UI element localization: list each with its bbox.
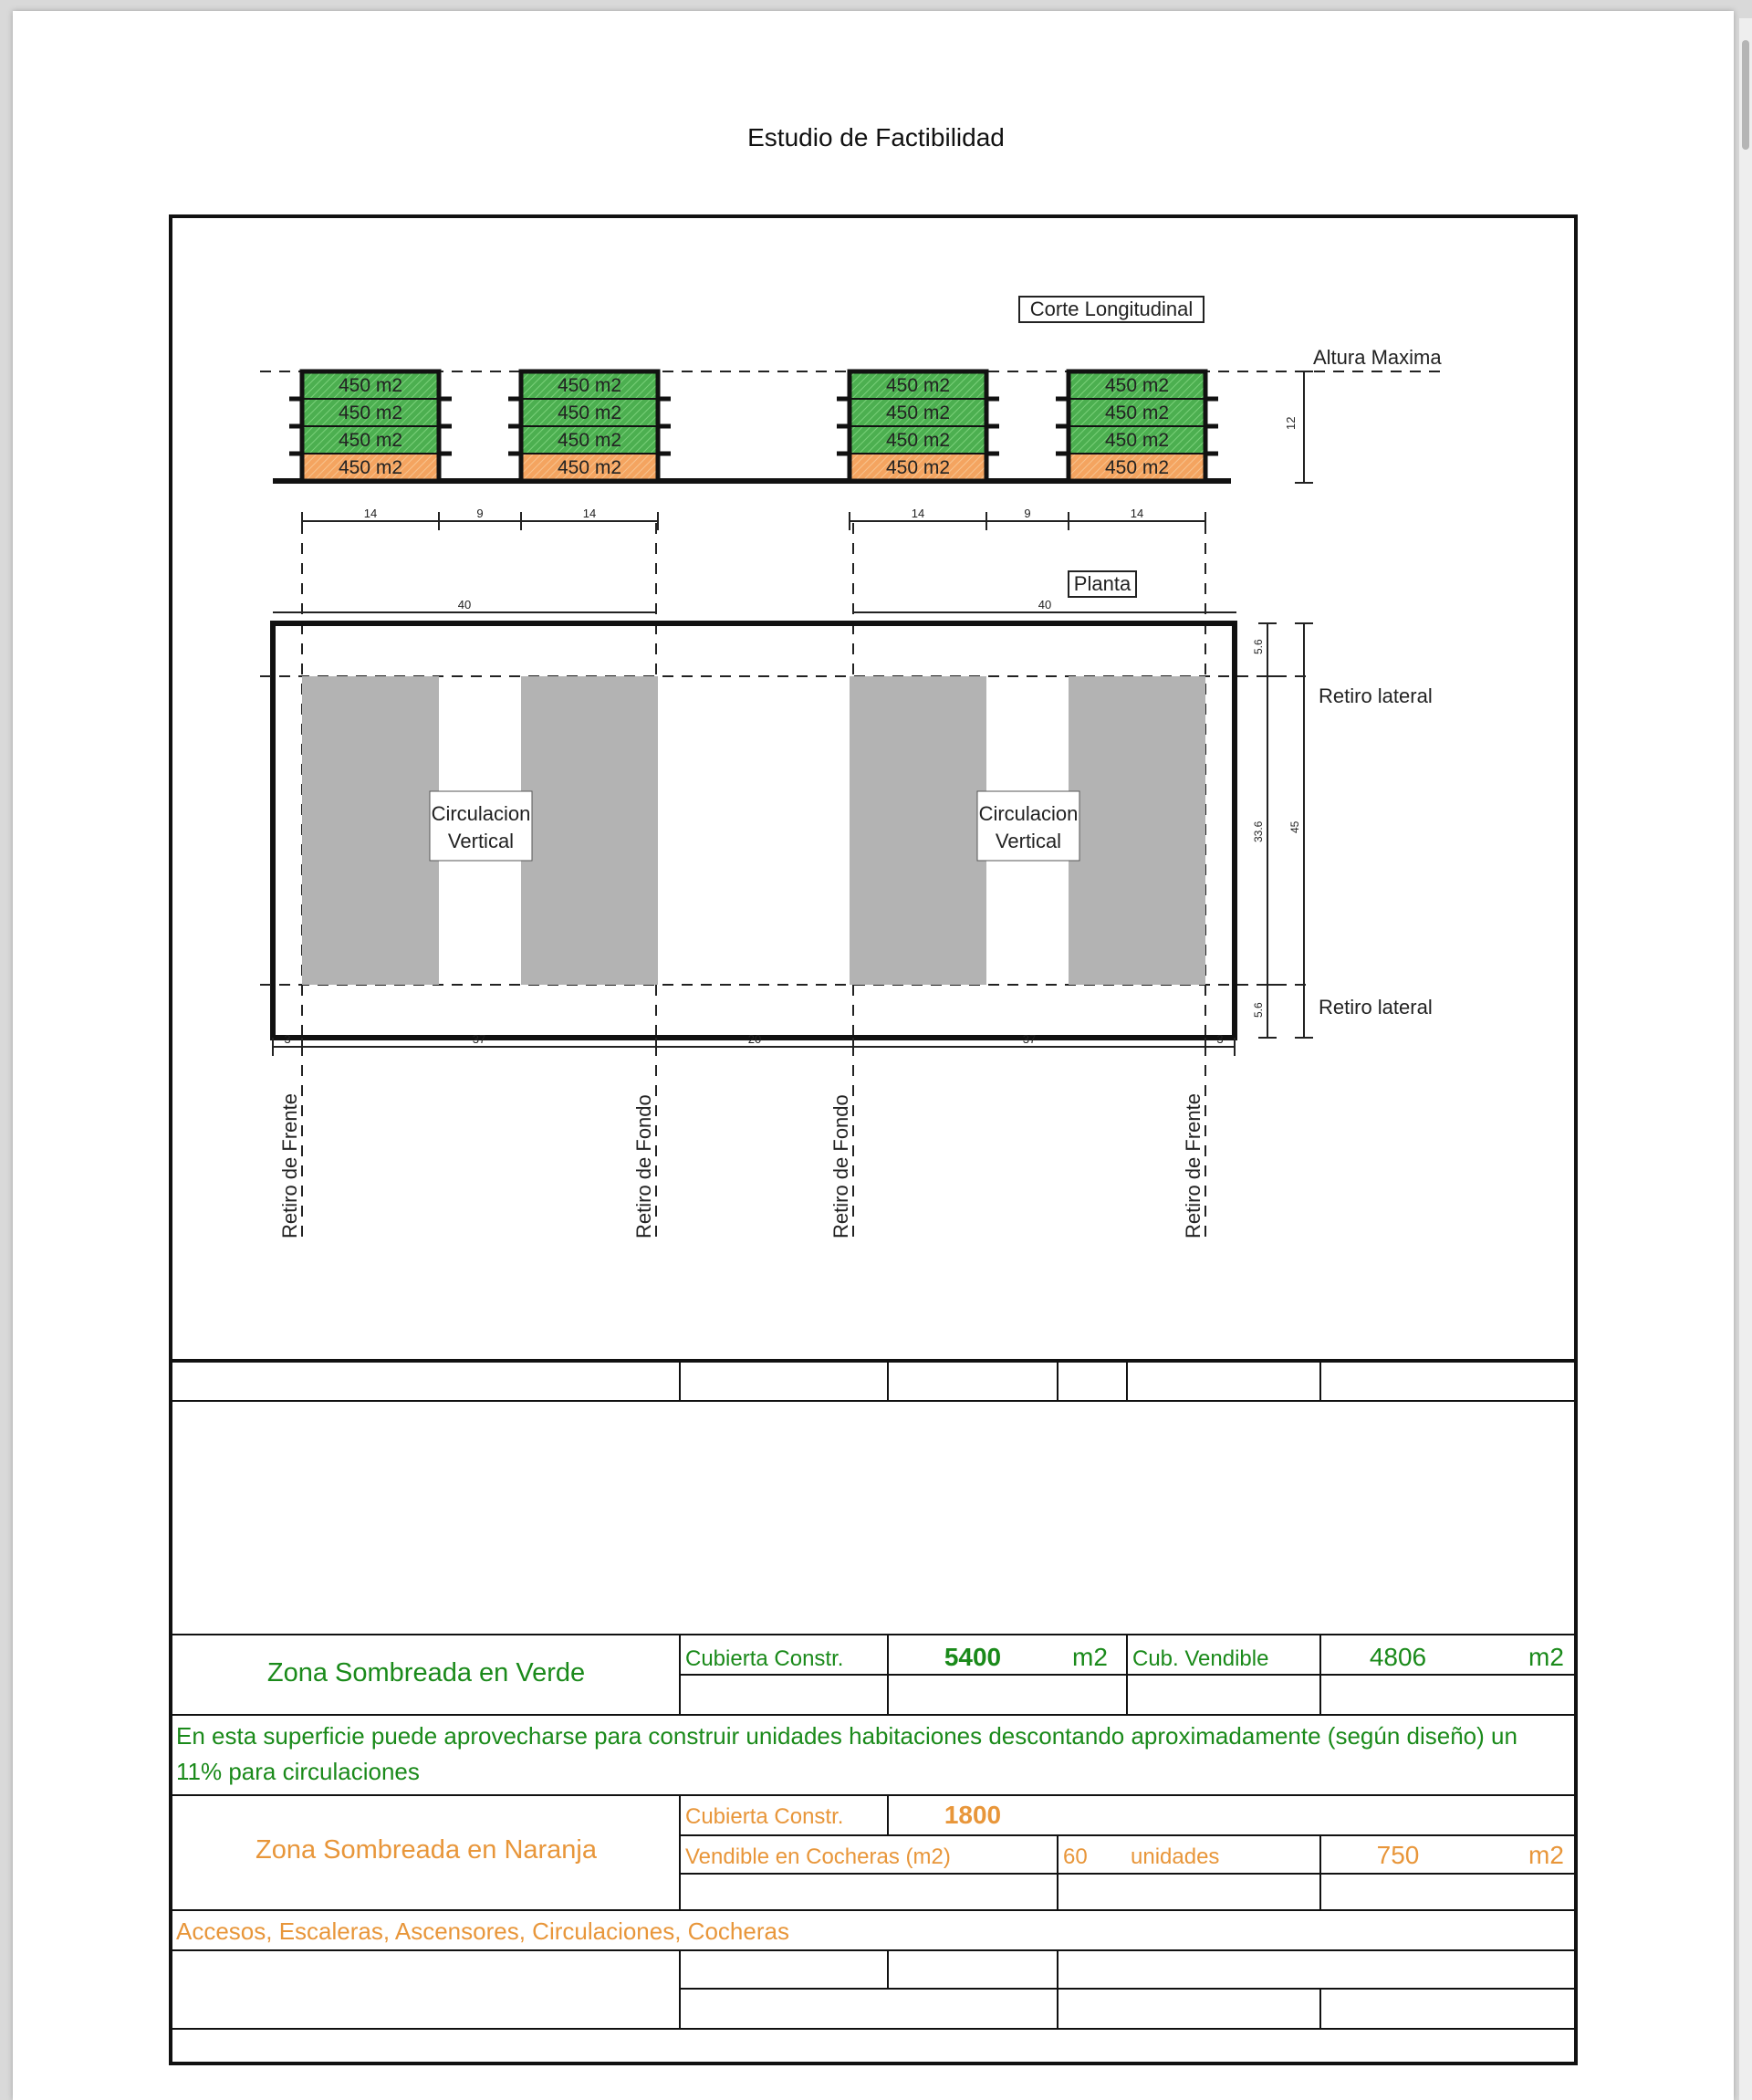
- floor-area-label: 450 m2: [557, 402, 622, 423]
- floor-area-label: 450 m2: [1104, 430, 1170, 451]
- side-setback-label-top: Retiro lateral: [1319, 684, 1433, 707]
- bottom-dim-text: 3: [284, 1032, 291, 1046]
- green-zone-note: En esta superficie puede aprovecharse para construir unidades habitaciones descontando aproximadamente (según diseño) un 11% para circulaciones: [176, 1722, 1517, 1785]
- section-towers: [289, 371, 1218, 481]
- section-dim-text: 14: [911, 507, 925, 520]
- orange-garage-area-value: 750: [1376, 1841, 1420, 1869]
- front-setback-label-right: Retiro de Frente: [1182, 1093, 1204, 1238]
- document-title: Estudio de Factibilidad: [747, 123, 1005, 151]
- green-covered-label: Cubierta Constr.: [685, 1646, 844, 1671]
- circulation-box-1: [430, 791, 532, 861]
- section-dim-text: 14: [582, 507, 597, 520]
- green-sellable-label: Cub. Vendible: [1132, 1646, 1269, 1671]
- circulation-label: Vertical: [995, 830, 1062, 852]
- footprint-3: [850, 676, 986, 985]
- floor-area-label: 450 m2: [885, 457, 951, 478]
- orange-garage-units-value: 60: [1063, 1844, 1088, 1869]
- side-dim-total: 45: [1288, 820, 1301, 833]
- section-dimensions: [302, 507, 1205, 530]
- green-sellable-unit: m2: [1528, 1643, 1564, 1671]
- max-height-label: Altura Maxima: [1313, 346, 1442, 369]
- plan-label: Planta: [1073, 572, 1132, 595]
- section-dim-text: 9: [1024, 507, 1031, 520]
- green-covered-value: 5400: [944, 1643, 1002, 1671]
- floor-area-label: 450 m2: [1104, 457, 1170, 478]
- section-label-box: [1019, 297, 1204, 322]
- drawing-frame: [169, 214, 1578, 2065]
- orange-garage-area-unit: m2: [1528, 1841, 1564, 1869]
- section-dim-text: 9: [476, 507, 484, 520]
- floor-area-label: 450 m2: [1104, 402, 1170, 423]
- side-dim-top: 5.6: [1252, 639, 1265, 654]
- orange-zone-note: Accesos, Escaleras, Ascensores, Circulaciones, Cocheras: [176, 1917, 789, 1945]
- section-dim-text: 14: [1130, 507, 1144, 520]
- plan-dim-top-right: 40: [1038, 598, 1052, 611]
- floor-area-label: 450 m2: [338, 457, 403, 478]
- front-setback-label-left: Retiro de Frente: [278, 1093, 301, 1238]
- circulation-label: Vertical: [447, 830, 515, 852]
- section-dim-text: 14: [363, 507, 378, 520]
- floor-area-label: 450 m2: [338, 402, 403, 423]
- back-setback-label-right: Retiro de Fondo: [829, 1094, 852, 1238]
- orange-garage-label: Vendible en Cocheras (m2): [685, 1844, 951, 1869]
- footprint-4: [1069, 676, 1205, 985]
- bottom-dim-text: 37: [1022, 1032, 1037, 1046]
- height-dim-text: 12: [1284, 416, 1298, 430]
- floor-area-label: 450 m2: [557, 375, 622, 396]
- section-label: Corte Longitudinal: [1029, 298, 1194, 320]
- plan-dim-top-left: 40: [457, 598, 472, 611]
- floor-area-label: 450 m2: [885, 430, 951, 451]
- footprint-2: [521, 676, 658, 985]
- side-setback-label-bottom: Retiro lateral: [1319, 996, 1433, 1019]
- floor-area-label: 450 m2: [338, 375, 403, 396]
- side-dim-bottom: 5.6: [1252, 1002, 1265, 1018]
- bottom-dim-text: 20: [747, 1032, 762, 1046]
- floor-area-label: 450 m2: [557, 457, 622, 478]
- vertical-scrollbar[interactable]: [1739, 18, 1752, 2100]
- floor-area-label: 450 m2: [557, 430, 622, 451]
- orange-garage-units-label: unidades: [1131, 1844, 1220, 1869]
- green-sellable-value: 4806: [1369, 1643, 1427, 1671]
- orange-covered-label: Cubierta Constr.: [685, 1804, 844, 1829]
- orange-zone-title: Zona Sombreada en Naranja: [255, 1835, 597, 1865]
- side-dim-middle: 33.6: [1252, 820, 1265, 842]
- circulation-box-2: [977, 791, 1079, 861]
- orange-covered-value: 1800: [944, 1801, 1002, 1829]
- side-dimension-lines: [1258, 623, 1313, 1038]
- back-setback-label-left: Retiro de Fondo: [632, 1094, 655, 1238]
- bottom-dim-text: 3: [1216, 1032, 1224, 1046]
- floor-area-label: 450 m2: [338, 430, 403, 451]
- circulation-label: Circulacion: [431, 802, 531, 825]
- floor-area-label: 450 m2: [1104, 375, 1170, 396]
- floor-area-label: 450 m2: [885, 375, 951, 396]
- floor-area-label: 450 m2: [885, 402, 951, 423]
- green-covered-unit: m2: [1072, 1643, 1108, 1671]
- bottom-dim-text: 37: [472, 1032, 486, 1046]
- footprint-1: [302, 676, 439, 985]
- plan-label-box: [1069, 571, 1136, 597]
- green-zone-title: Zona Sombreada en Verde: [266, 1658, 586, 1687]
- circulation-label: Circulacion: [978, 802, 1079, 825]
